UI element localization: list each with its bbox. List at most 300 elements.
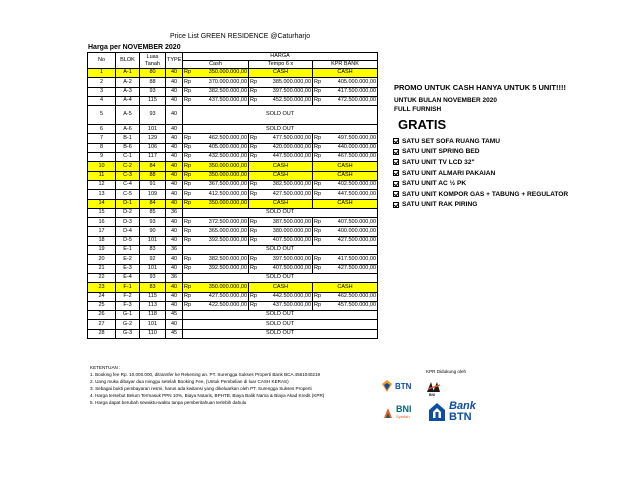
price-value: 407.500.000,00 [272,237,311,244]
cell-luas: 106 [140,143,166,152]
cell-no: 6 [88,125,116,134]
cell-blok: A-6 [116,125,140,134]
cell-no: 7 [88,134,116,143]
cell-tempo [249,264,313,273]
table-row [88,246,378,255]
price-value: 432.500.000,00 [208,153,247,160]
cell-type: 40 [166,320,183,329]
checkbox-checked-icon [393,170,399,176]
bonus-item: SATU SET SOFA RUANG TAMU [393,136,568,147]
cell-no: 1 [88,69,116,78]
cell-no: 15 [88,208,116,217]
cell-sold-out: SOLD OUT [183,329,378,338]
cell-blok: A-5 [116,106,140,125]
cell-luas: 88 [140,78,166,87]
cell-cash [183,87,249,96]
cell-blok: C-2 [116,162,140,171]
cell-kpr [313,87,378,96]
currency-label: Rp [184,227,192,234]
terms-item: 3. Sebagai bukti pembayaran resmi, harus ada kwitansi yang dikeluarkan oleh PT. Surengga Sukses Properti [90,386,312,392]
cell-luas: 83 [140,246,166,255]
cell-no: 19 [88,246,116,255]
terms-item: 1. Booking fee Rp. 10.000.000, ditransfer ke Rekening an. PT. Surengga Sukses Properti Bank BCA 4561040219 [90,372,321,378]
cell-blok: D-5 [116,236,140,245]
cell-blok: A-1 [116,69,140,78]
cell-blok: D-3 [116,218,140,227]
terms-item: 5. Harga dapat berubah sewaktu-waktu tanpa pemberitahuan terlebih dahulu [90,400,247,406]
currency-label: Rp [184,153,192,160]
cell-cash [183,199,249,208]
table-row [88,125,378,134]
currency-label: Rp [250,78,258,85]
currency-label: Rp [184,218,192,225]
cell-type: 45 [166,329,183,338]
cell-kpr [313,227,378,236]
cell-no: 24 [88,292,116,301]
cell-tempo [249,255,313,264]
cell-tempo [249,301,313,310]
cell-cash [183,292,249,301]
currency-label: Rp [250,153,258,160]
table-row [88,87,378,96]
bonus-item: SATU UNIT RAK PIRING [393,200,568,211]
price-value: 457.500.000,00 [337,302,377,309]
cell-luas: 93 [140,218,166,227]
price-value: 382.500.000,00 [208,255,247,262]
price-value: 472.500.000,00 [337,97,377,104]
cell-no: 21 [88,264,116,273]
cell-tempo: CASH [249,199,313,208]
table-row [88,236,378,245]
cell-type: 40 [166,87,183,96]
cell-luas: 113 [140,301,166,310]
cell-kpr [313,96,378,105]
promo-full-furnish: FULL FURNISH [394,106,442,113]
table-row [88,162,378,171]
price-value: 405.000.000,00 [208,144,247,151]
currency-label: Rp [250,134,258,141]
cell-type: 40 [166,301,183,310]
price-value: 497.500.000,00 [337,134,377,141]
price-value: 400.000.000,00 [337,227,377,234]
currency-label: Rp [314,153,322,160]
currency-label: Rp [184,78,192,85]
price-value: 412.500.000,00 [208,190,247,197]
btn-mark-icon [381,379,393,393]
price-value: 447.500.000,00 [272,153,311,160]
cell-tempo [249,78,313,87]
cell-blok: E-3 [116,264,140,273]
cell-cash [183,236,249,245]
cell-kpr: CASH [313,199,378,208]
cell-blok: A-2 [116,78,140,87]
cell-no: 28 [88,329,116,338]
cell-luas: 110 [140,329,166,338]
currency-label: Rp [250,87,258,94]
col-kpr: KPR BANK [313,61,378,69]
bni-logo-small: BNI [425,378,445,396]
cell-no: 12 [88,180,116,189]
currency-label: Rp [314,190,322,197]
cell-cash [183,78,249,87]
cell-kpr [313,134,378,143]
table-row [88,292,378,301]
currency-label: Rp [184,264,192,271]
currency-label: Rp [314,237,322,244]
cell-no: 2 [88,78,116,87]
bni-syariah-mark-icon [382,406,394,420]
checkbox-checked-icon [393,149,399,155]
cell-cash [183,264,249,273]
col-cash: Cash [183,61,249,69]
cell-tempo: CASH [249,171,313,180]
col-blok: BLOK [116,53,140,69]
cell-cash [183,153,249,162]
cell-kpr [313,143,378,152]
price-value: 387.500.000,00 [272,218,311,225]
cell-kpr [313,180,378,189]
cell-no: 20 [88,255,116,264]
currency-label: Rp [184,237,192,244]
cell-type: 40 [166,283,183,292]
cell-cash [183,134,249,143]
cell-blok: A-3 [116,87,140,96]
cell-type: 40 [166,96,183,105]
price-value: 442.500.000,00 [272,292,311,299]
price-rows [88,69,378,339]
cell-luas: 115 [140,96,166,105]
currency-label: Rp [184,87,192,94]
price-value: 417.500.000,00 [337,255,377,262]
cell-blok: F-2 [116,292,140,301]
cell-blok: C-3 [116,171,140,180]
cell-blok: G-2 [116,320,140,329]
currency-label: Rp [250,292,258,299]
cell-no: 5 [88,106,116,125]
price-value: 467.500.000,00 [337,153,377,160]
cell-kpr [313,78,378,87]
cell-kpr: CASH [313,69,378,78]
price-value: 397.500.000,00 [272,255,311,262]
currency-label: Rp [314,302,322,309]
cell-cash [183,255,249,264]
promo-headline: PROMO UNTUK CASH HANYA UNTUK 5 UNIT!!!! [394,83,566,92]
cell-kpr: CASH [313,171,378,180]
cell-blok: E-4 [116,273,140,282]
cell-luas: 117 [140,153,166,162]
cell-type: 36 [166,246,183,255]
bonus-item: SATU UNIT AC ½ PK [393,178,568,189]
table-row [88,301,378,310]
cell-cash [183,227,249,236]
terms-section [90,364,324,407]
cell-tempo: CASH [249,69,313,78]
terms-item: 4. Harga tersebut Belum Termasuk PPN 10%, Biaya Notaris, BPHTB, Biaya Balik Nama & Biaya Akad Kredit (KPR) [90,393,325,399]
cell-cash [183,171,249,180]
cell-luas: 115 [140,292,166,301]
col-tempo: Tempo 6 x [249,61,313,69]
cell-kpr [313,301,378,310]
table-row [88,143,378,152]
currency-label: Rp [184,199,192,206]
cell-no: 25 [88,301,116,310]
currency-label: Rp [184,302,192,309]
table-row [88,190,378,199]
cell-no: 8 [88,143,116,152]
cell-kpr [313,190,378,199]
cell-luas: 101 [140,264,166,273]
cell-type: 45 [166,311,183,320]
currency-label: Rp [184,190,192,197]
price-value: 350.000.000,00 [208,172,247,179]
price-value: 422.500.000,00 [208,302,247,309]
checkbox-checked-icon [393,202,399,208]
cell-kpr: CASH [313,283,378,292]
cell-sold-out: SOLD OUT [183,273,378,282]
price-value: 407.500.000,00 [337,218,377,225]
col-harga: HARGA [183,53,378,61]
cell-no: 3 [88,87,116,96]
cell-no: 17 [88,227,116,236]
cell-luas: 118 [140,311,166,320]
table-row [88,255,378,264]
currency-label: Rp [250,264,258,271]
table-row [88,106,378,125]
cell-no: 10 [88,162,116,171]
cell-cash [183,162,249,171]
cell-cash [183,283,249,292]
cell-blok: G-3 [116,329,140,338]
price-value: 370.000.000,00 [208,78,247,85]
cell-blok: B-1 [116,134,140,143]
price-value: 407.500.000,00 [272,264,311,271]
bonus-item: SATU UNIT KOMPOR GAS + TABUNG + REGULATOR [393,189,568,200]
cell-no: 13 [88,190,116,199]
cell-no: 14 [88,199,116,208]
cell-type: 40 [166,264,183,273]
terms-heading: KETENTUAN : [90,365,121,370]
cell-type: 40 [166,199,183,208]
cell-blok: F-3 [116,301,140,310]
cell-tempo [249,218,313,227]
currency-label: Rp [314,292,322,299]
cell-type: 40 [166,153,183,162]
cell-blok: A-4 [116,96,140,105]
table-row [88,78,378,87]
price-value: 392.500.000,00 [208,264,247,271]
cell-luas: 93 [140,106,166,125]
cell-tempo [249,292,313,301]
cell-type: 40 [166,255,183,264]
price-value: 462.500.000,00 [208,134,247,141]
table-row [88,96,378,105]
cell-tempo [249,87,313,96]
currency-label: Rp [184,255,192,262]
bonus-item: SATU UNIT SPRING BED [393,147,568,158]
cell-no: 11 [88,171,116,180]
cell-blok: G-1 [116,311,140,320]
cell-kpr [313,153,378,162]
cell-luas: 93 [140,273,166,282]
cell-sold-out: SOLD OUT [183,125,378,134]
kpr-caption: KPR Didukung oleh [426,369,467,374]
currency-label: Rp [250,144,258,151]
currency-label: Rp [250,255,258,262]
cell-sold-out: SOLD OUT [183,208,378,217]
currency-label: Rp [250,302,258,309]
cell-luas: 84 [140,162,166,171]
cell-blok: D-4 [116,227,140,236]
price-value: 427.500.000,00 [337,237,377,244]
cell-kpr: CASH [313,162,378,171]
currency-label: Rp [314,181,322,188]
currency-label: Rp [250,97,258,104]
cell-kpr [313,236,378,245]
cell-blok: E-1 [116,246,140,255]
cell-no: 9 [88,153,116,162]
table-row [88,320,378,329]
cell-type: 40 [166,190,183,199]
cell-no: 4 [88,96,116,105]
cell-blok: E-2 [116,255,140,264]
table-row [88,227,378,236]
currency-label: Rp [184,172,192,179]
cell-type: 40 [166,218,183,227]
table-row [88,264,378,273]
table-row [88,180,378,189]
cell-tempo [249,134,313,143]
cell-luas: 109 [140,190,166,199]
cell-luas: 92 [140,255,166,264]
house-key-icon [428,402,446,422]
cell-luas: 84 [140,199,166,208]
promo-month: UNTUK BULAN NOVEMBER 2020 [394,97,497,104]
price-value: 380.000.000,00 [272,227,311,234]
checkbox-checked-icon [393,138,399,144]
currency-label: Rp [314,264,322,271]
price-value: 417.500.000,00 [337,87,377,94]
table-row [88,171,378,180]
price-value: 382.500.000,00 [272,181,311,188]
cell-luas: 129 [140,134,166,143]
cell-type: 40 [166,134,183,143]
currency-label: Rp [184,144,192,151]
cell-no: 22 [88,273,116,282]
cell-cash [183,143,249,152]
price-value: 402.500.000,00 [337,181,377,188]
cell-cash [183,96,249,105]
price-value: 350.000.000,00 [208,162,247,169]
col-type: TYPE [166,53,183,69]
cell-luas: 88 [140,171,166,180]
bonus-item: SATU UNIT TV LCD 32" [393,157,568,168]
price-date-subtitle: Harga per NOVEMBER 2020 [88,44,181,51]
checkbox-checked-icon [393,159,399,165]
cell-type: 40 [166,125,183,134]
table-row [88,153,378,162]
cell-type: 40 [166,106,183,125]
currency-label: Rp [314,144,322,151]
cell-blok: C-4 [116,180,140,189]
price-value: 427.500.000,00 [337,264,377,271]
cell-tempo: CASH [249,162,313,171]
promo-gratis: GRATIS [398,117,447,132]
price-value: 392.500.000,00 [208,237,247,244]
cell-blok: C-1 [116,153,140,162]
cell-sold-out: SOLD OUT [183,106,378,125]
cell-kpr [313,218,378,227]
cell-type: 36 [166,273,183,282]
price-value: 405.000.000,00 [337,78,377,85]
price-value: 427.500.000,00 [272,190,311,197]
cell-no: 23 [88,283,116,292]
cell-blok: D-2 [116,208,140,217]
currency-label: Rp [184,97,192,104]
price-value: 452.500.000,00 [272,97,311,104]
currency-label: Rp [250,227,258,234]
cell-no: 27 [88,320,116,329]
bni-syariah-logo: BNI Syariah [382,402,422,424]
currency-label: Rp [314,227,322,234]
table-row [88,329,378,338]
cell-type: 40 [166,227,183,236]
cell-luas: 93 [140,87,166,96]
cell-luas: 80 [140,69,166,78]
price-value: 462.500.000,00 [337,292,377,299]
currency-label: Rp [314,134,322,141]
cell-blok: D-1 [116,199,140,208]
cell-cash [183,301,249,310]
cell-kpr [313,264,378,273]
table-row [88,273,378,282]
table-row [88,283,378,292]
bank-btn-logo: Bank BTN [428,398,488,426]
price-value: 397.500.000,00 [272,87,311,94]
cell-luas: 83 [140,283,166,292]
currency-label: Rp [250,237,258,244]
currency-label: Rp [184,292,192,299]
cell-luas: 101 [140,320,166,329]
currency-label: Rp [184,162,192,169]
price-list-table [87,52,378,339]
cell-blok: C-5 [116,190,140,199]
price-value: 477.500.000,00 [272,134,311,141]
price-value: 367.500.000,00 [208,181,247,188]
checkbox-checked-icon [393,191,399,197]
cell-type: 40 [166,162,183,171]
cell-type: 40 [166,180,183,189]
cell-luas: 101 [140,236,166,245]
currency-label: Rp [184,181,192,188]
cell-tempo [249,190,313,199]
cell-luas: 85 [140,208,166,217]
cell-luas: 101 [140,125,166,134]
cell-type: 40 [166,236,183,245]
cell-tempo [249,96,313,105]
cell-type: 40 [166,78,183,87]
col-no: No [88,53,116,69]
checkbox-checked-icon [393,181,399,187]
cell-no: 16 [88,218,116,227]
cell-no: 26 [88,311,116,320]
table-row [88,134,378,143]
cell-no: 18 [88,236,116,245]
cell-luas: 90 [140,227,166,236]
cell-tempo [249,180,313,189]
cell-cash [183,69,249,78]
price-value: 420.000.000,00 [272,144,311,151]
bonus-item: SATU UNIT ALMARI PAKAIAN [393,168,568,179]
